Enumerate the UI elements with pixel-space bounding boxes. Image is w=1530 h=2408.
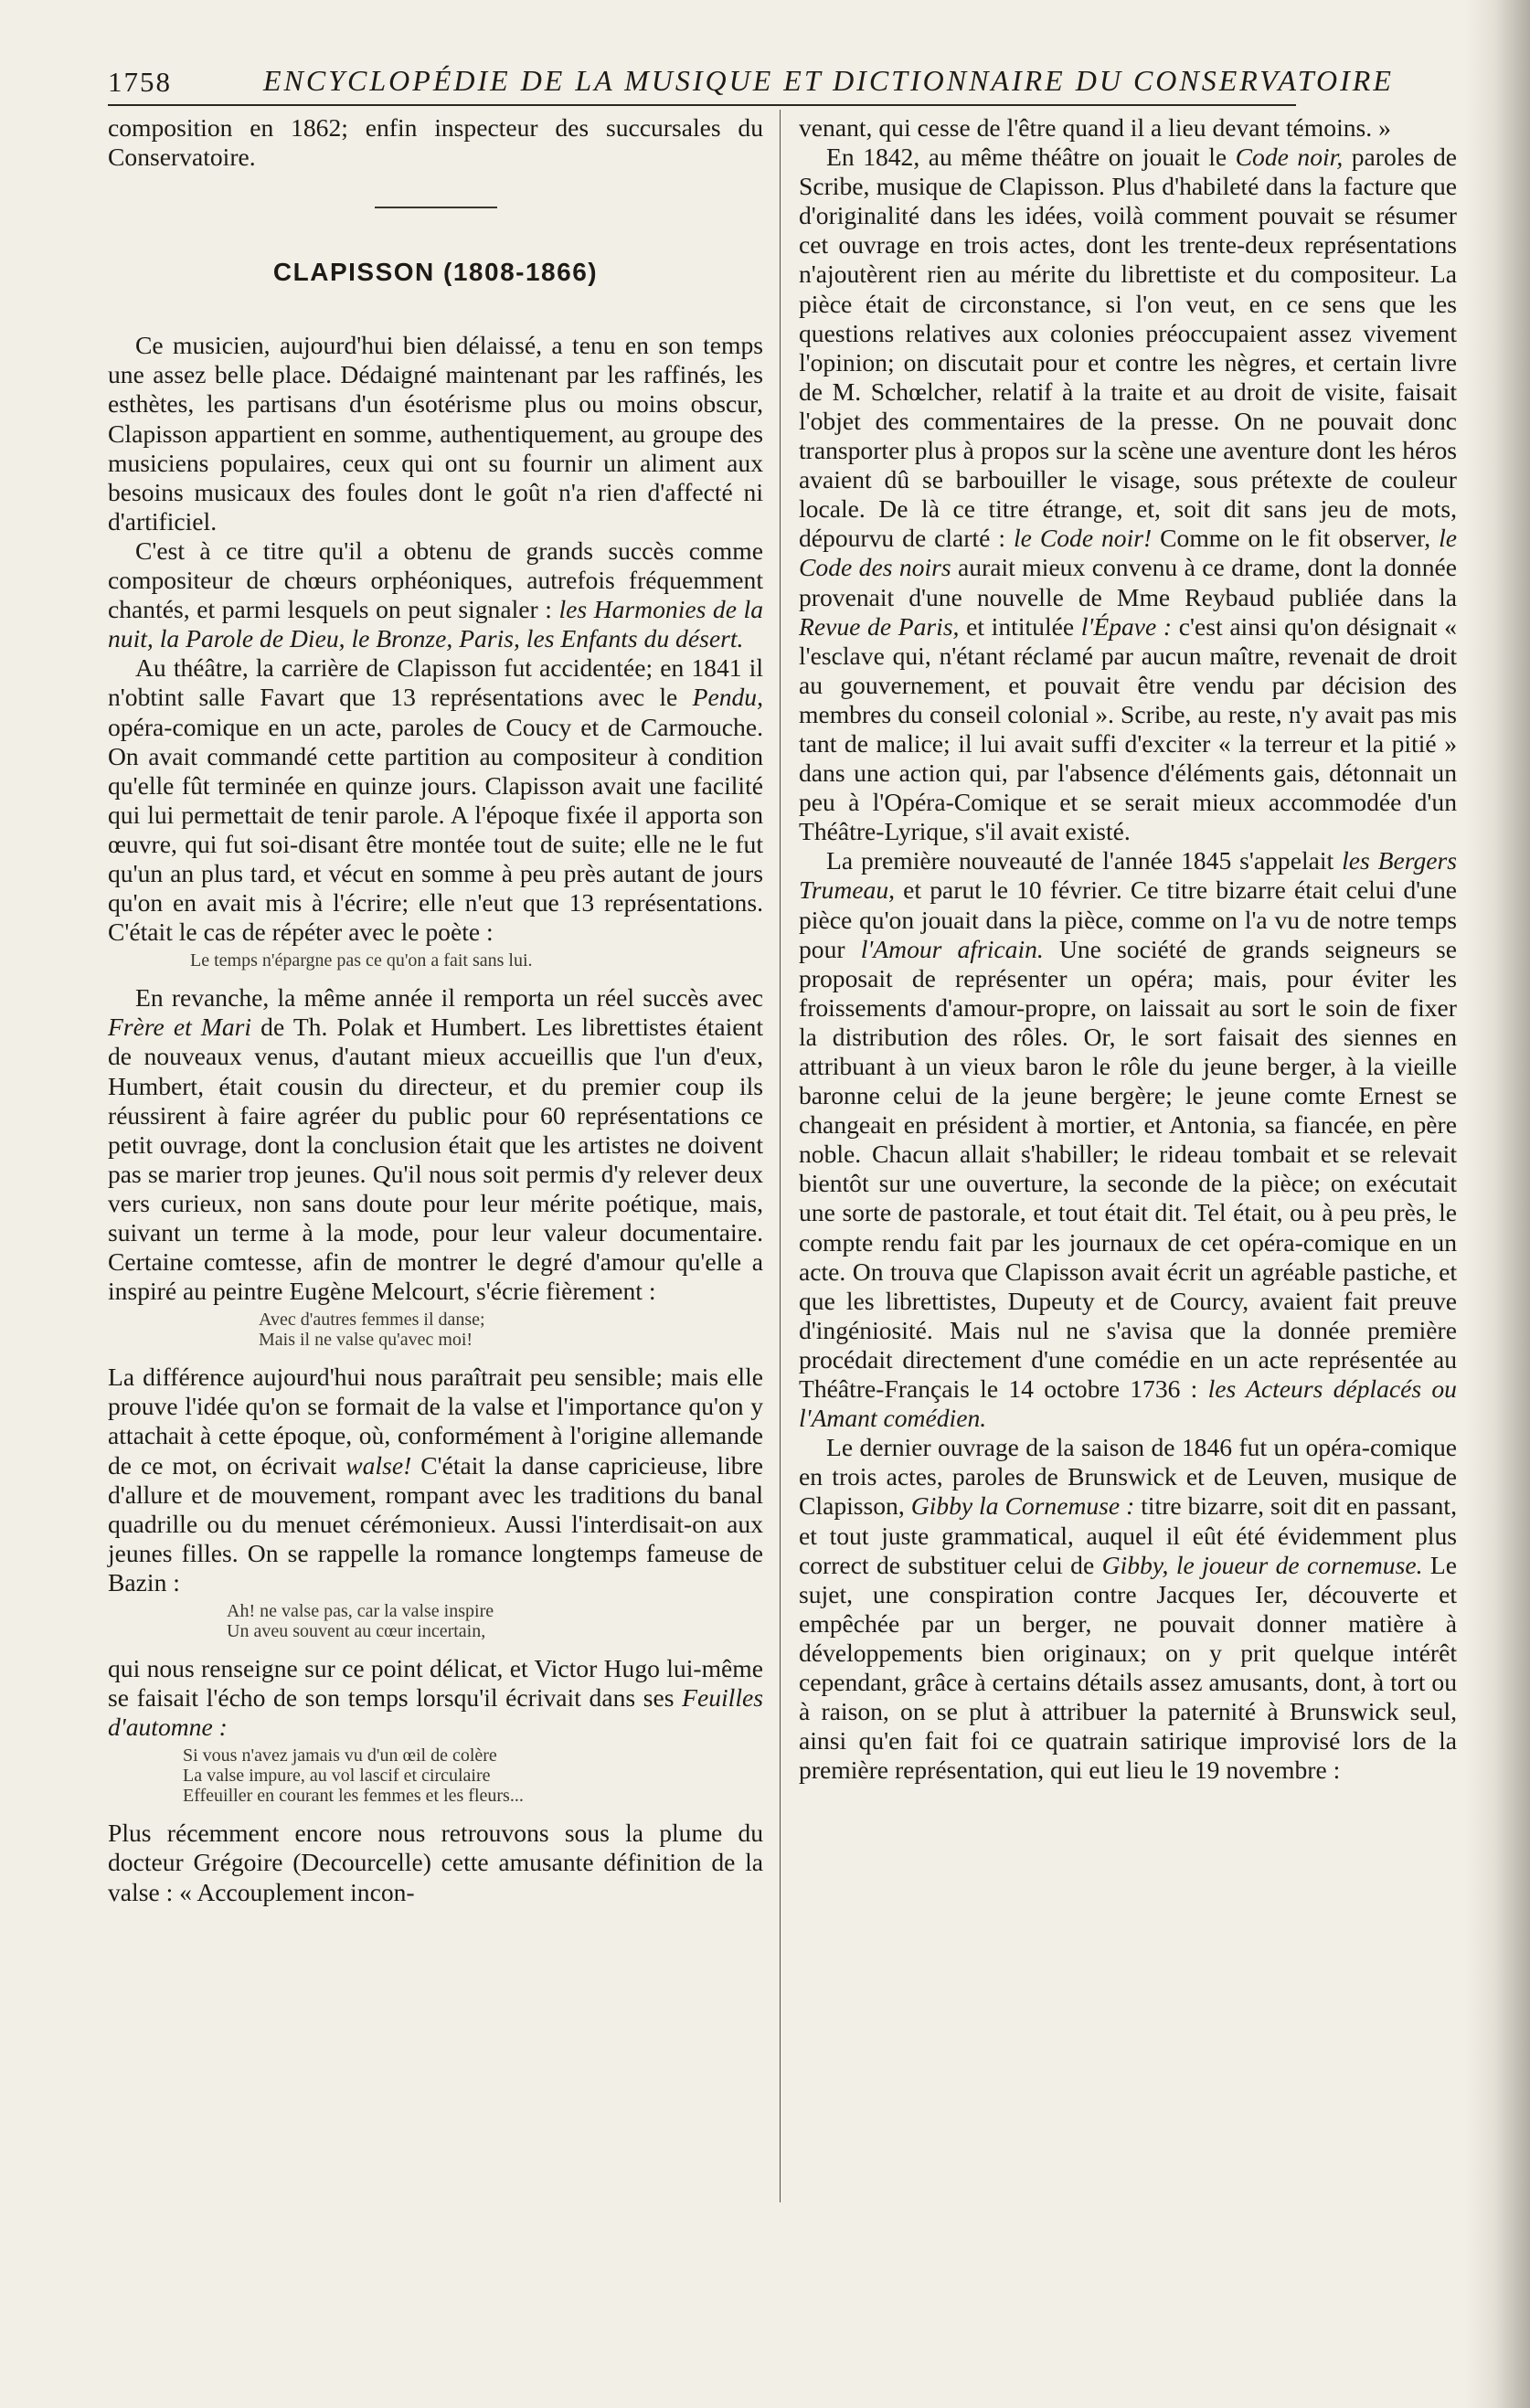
text-run: aurait mieux convenu à ce drame, dont la donnée provenait d'une nouvelle de Mme Reybaud publiée dans la [799,553,1457,611]
paragraph: venant, qui cesse de l'être quand il a lieu devant témoins. » [799,113,1391,142]
italic-run: Frère et Mari [108,1013,252,1042]
italic-run: Revue de Paris, [799,611,960,641]
italic-run: le Code noir! [1013,524,1153,553]
paragraph: composition en 1862; enfin inspecteur des succursales du Conservatoire. [108,113,763,172]
text-run: Le sujet, une conspiration contre Jacques Ier, découverte et empêchée par un berger, ne pouvait donner matière à développements bien originaux; on y prit quelque intérêt cependant, grâce à certains détails assez amusants, dont, à tort ou à raison, on se plut à attribuer la paternité à Brunswick seul, ainsi qu'en fait foi ce quatrain satirique improvisé lors de la première représentation, qui eut lieu le 19 novembre : [799,1550,1458,1785]
text-run: La différence aujourd'hui nous paraîtrait peu sensible; mais elle prouve l'idée qu'on se formait de la valse et l'importance qu'on y attachait à cette époque, où, conformément à l'origine allemande de ce mot, on écrivait [108,1363,763,1480]
text-run: et parut le 10 février. Ce titre bizarre était celui d'une pièce qu'on jouait dans la pièce, comme on l'a vu de notre temps pour [799,875,1457,963]
paragraph: Ce musicien, aujourd'hui bien délaissé, a tenu en son temps une assez belle place. Dédaigné maintenant par les raffinés, les esthètes, les partisans d'un ésotérisme plus ou moins obscur, Clapisson appartient en somme, authentiquement, au groupe des musiciens populaires, ceux qui ont su fournir un aliment aux besoins musicaux des foules dont le goût n'a rien d'affecté ni d'artificiel. [108,331,763,536]
text-run: Comme on le fit observer, [1152,524,1440,553]
paragraph [108,653,763,947]
column-divider [780,110,781,2202]
verse-quote [108,1601,763,1641]
verse-line: Effeuiller en courant les femmes et les fleurs... [183,1786,524,1807]
italic-run: les Harmonies de la nuit, la Parole de Dieu, le Bronze, Paris, les Enfants du désert. [108,595,763,653]
text-run: opéra-comique en un acte, paroles de Coucy et de Carmouche. On avait commandé cette partition au compositeur à condition qu'elle fût terminée en quinze jours. Clapisson avait une facilité qui lui permettait de tenir parole. A l'époque fixée il apporta son œuvre, qui fut soi-disant être montée tout de suite; elle ne le fut qu'un an plus tard, et vécut en somme à peu près autant de jours qu'on en avait mis à l'écrire; elle n'eut que 13 représentations. C'était le cas de répéter avec le poète : [108,712,763,947]
italic-run: walse! [345,1450,412,1480]
paragraph [108,1363,763,1597]
text-run: paroles de Scribe, musique de Clapisson. Plus d'habileté dans la facture que d'originalité dans les idées, voilà comment pouvait se résumer cet ouvrage en trois actes, dont les trente-deux représentations n'ajoutèrent rien au mérite du librettiste et du compositeur. La pièce était de circonstance, si l'on veut, en ce sens que les questions relatives aux colonies préoccupaient assez vivement l'opinion; on discutait pour et contre les nègres, et certain livre de M. Schœlcher, relatif à la traite et au droit de visite, faisait l'objet des commentaires de la presse. On ne pouvait donc transporter plus à propos sur la scène une aventure dont les héros avaient dû se barbouiller le visage, sous prétexte de couleur locale. De là ce titre étrange, et, soit dit sans jeu de mots, dépourvu de clarté : [799,143,1457,553]
paragraph [799,1433,1457,1785]
page-header [108,64,1394,106]
text-run: Le dernier ouvrage de la saison de 1846 fut un opéra-comique en trois actes, paroles de Brunswick et de Leuven, musique de Clapisson, [799,1433,1457,1521]
verse-quote [108,950,763,971]
section-separator [375,207,497,208]
text-run: C'est à ce titre qu'il a obtenu de grands succès comme compositeur de chœurs orphéoniques, autrefois fréquemment chantés, et parmi lesquels on peut signaler : [108,536,763,624]
italic-run: Pendu, [692,683,763,712]
paragraph [799,143,1457,846]
text-run: En revanche, la même année il remporta un réel succès avec [135,983,763,1013]
verse-line: Avec d'autres femmes il danse; [259,1310,485,1331]
page-number: 1758 [108,66,172,98]
italic-run: Gibby, le joueur de cornemuse. [1101,1550,1423,1579]
italic-run: les Acteurs déplacés ou l'Amant comédien. [799,1374,1457,1433]
text-run: qui nous renseigne sur ce point délicat, et Victor Hugo lui-même se faisait l'écho de son temps lorsqu'il écrivait dans ses [108,1654,763,1713]
text-run: Au théâtre, la carrière de Clapisson fut accidentée; en 1841 il n'obtint salle Favart que 13 représentations avec le [108,653,763,712]
italic-run: l'Amour africain. [860,934,1044,963]
italic-run: l'Épave : [1080,611,1173,641]
verse-line: Si vous n'avez jamais vu d'un œil de colère [183,1745,497,1766]
verse-line: Le temps n'épargne pas ce qu'on a fait sans lui. [190,950,533,971]
italic-run: le Code des noirs [799,524,1457,582]
paragraph [108,536,763,653]
text-run: Une société de grands seigneurs se proposait de représenter un opéra; mais, pour éviter les froissements d'amour-propre, on laissait au sort le soin de fixer la distribution des rôles. Or, le sort faisait des siennes en attribuant à un vieux baron le rôle du jeune berger, à la vieille baronne celui de la jeune bergère; le jeune comte Ernest se changeait en président à mortier, et Antonia, sa fiancée, en père noble. Chacun allait s'habiller; le rideau tombait et se relevait bientôt sur une ouverture, la seconde de la pièce; on exécutait une sorte de pastorale, et tout était dit. Tel était, ou à peu près, le compte rendu fait par les journaux de cet opéra-comique en un acte. On trouva que Clapisson avait écrit un agréable pastiche, et que les librettistes, Dupeuty et de Courcy, avaient fait preuve d'ingéniosité. Mais nul ne s'avisa que la donnée première procédait directement d'une comédie en un acte représentée au Théâtre-Français le 14 octobre 1736 : [799,934,1457,1404]
text-run: En 1842, au même théâtre on jouait le [826,143,1236,172]
text-run: titre bizarre, soit dit en passant, et tout juste grammatical, auquel il eût été évidemment plus correct de substituer celui de [799,1491,1457,1579]
italic-run: Code noir, [1235,143,1344,172]
left-column [108,113,763,1907]
text-run: de Th. Polak et Humbert. Les librettistes étaient de nouveaux venus, d'autant mieux accueillis que l'un d'eux, Humbert, était cousin du directeur, et du premier coup ils réussirent à faire agréer du public pour 60 représentations ce petit ouvrage, dont la conclusion était que les artistes ne doivent pas se marier trop jeunes. Qu'il nous soit permis d'y relever deux vers curieux, non sans doute pour leur mérite poétique, mais, suivant un terme à la mode, pour leur valeur documentaire. Certaine comtesse, afin de montrer le degré d'amour qu'elle a inspiré au peintre Eugène Melcourt, s'écrie fièrement : [108,1013,764,1306]
text-run: c'est ainsi qu'on désignait « l'esclave qui, n'étant réclamé par aucun maître, revenait de droit au gouvernement, et pouvait être vendu par décision des membres du conseil colonial ». Scribe, au reste, n'y avait pas mis tant de malice; il lui avait suffi d'exciter « la terreur et la pitié » dans une action qui, par l'absence d'éléments gais, détonnait un peu à l'Opéra-Comique et se serait mieux accommodée d'un Théâtre-Lyrique, s'il avait existé. [799,611,1457,846]
section-title: CLAPISSON (1808-1866) [272,258,599,287]
paragraph: Plus récemment encore nous retrouvons sous la plume du docteur Grégoire (Decourcelle) cette amusante définition de la valse : « Accouplement incon- [108,1819,763,1906]
paragraph [799,846,1457,1433]
binding-shadow [1466,0,1530,2408]
verse-quote [108,1745,763,1806]
paragraph [108,983,763,1306]
italic-run: Gibby la Cornemuse : [910,1491,1135,1521]
verse-line: Ah! ne valse pas, car la valse inspire [227,1601,494,1622]
verse-quote [108,1310,763,1350]
right-column [799,113,1457,1785]
running-title: ENCYCLOPÉDIE DE LA MUSIQUE ET DICTIONNAIRE DU CONSERVATOIRE [263,64,1394,97]
verse-line: Un aveu souvent au cœur incertain, [227,1621,486,1642]
verse-line: Mais il ne valse qu'avec moi! [259,1330,473,1351]
text-run: C'était la danse capricieuse, libre d'allure et de mouvement, rompant avec les traditions du banal quadrille ou du menuet cérémonieux. Aussi l'interdisait-on aux jeunes filles. On se rappelle la romance longtemps fameuse de Bazin : [108,1450,763,1596]
paragraph [108,1654,763,1742]
verse-line: La valse impure, au vol lascif et circulaire [183,1766,491,1787]
italic-run: Feuilles d'automne : [108,1683,763,1742]
text-run: et intitulée [959,611,1081,641]
text-run: La première nouveauté de l'année 1845 s'appelait [826,846,1343,875]
italic-run: les Bergers Trumeau, [799,846,1458,905]
